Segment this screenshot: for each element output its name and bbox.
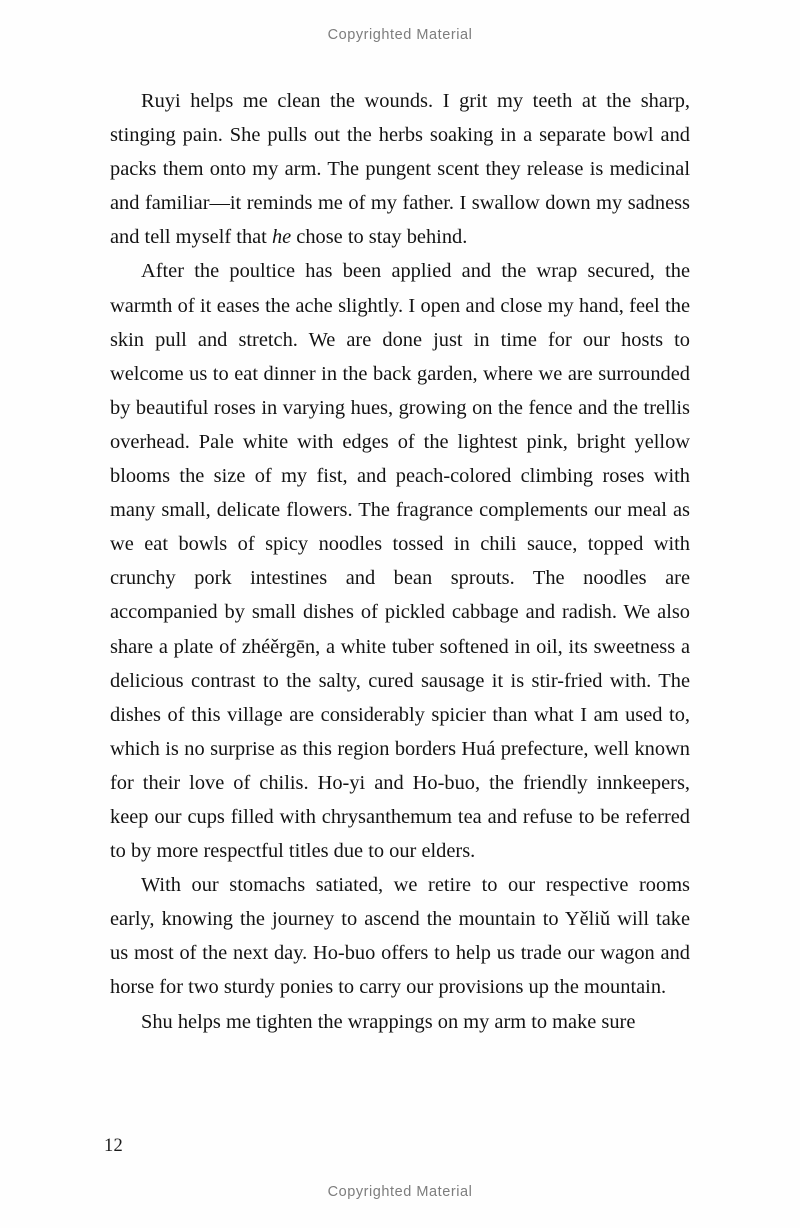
- paragraph-1: [110, 84, 690, 254]
- paragraph-1-text-after-emphasis: chose to stay behind.: [291, 226, 468, 249]
- page-number: 12: [104, 1136, 124, 1156]
- paragraph-1-text-before-emphasis: Ruyi helps me clean the wounds. I grit my teeth at the sharp, stinging pain. She pulls out the herbs soaking in a separate bowl and packs them onto my arm. The pungent scent they release is medicinal and familiar—it reminds me of my father. I swallow down my sadness and tell myself that: [110, 90, 690, 249]
- paragraph-4: Shu helps me tighten the wrappings on my arm to make sure: [141, 1010, 636, 1033]
- paragraph-2: After the poultice has been applied and the wrap secured, the warmth of it eases the ache slightly. I open and close my hand, feel the skin pull and stretch. We are done just in time for our hosts to welcome us to eat dinner in the back garden, where we are surrounded by beautiful roses in varying hues, growing on the fence and the trellis overhead. Pale white with edges of the lightest pink, bright yellow blooms the size of my fist, and peach-colored climbing roses with many small, delicate flowers. The fragrance complements our meal as we eat bowls of spicy noodles tossed in chili sauce, topped with crunchy pork intestines and bean sprouts. The noodles are accompanied by small dishes of pickled cabbage and radish. We also share a plate of zhéěrgēn, a white tuber softened in oil, its sweetness a delicious contrast to the salty, cured sausage it is stir-fried with. The dishes of this village are considerably spicier than what I am used to, which is no surprise as this region borders Huá prefecture, well known for their love of chilis. Ho-yi and Ho-buo, the friendly innkeepers, keep our cups filled with chrysanthemum tea and refuse to be referred to by more respectful titles due to our elders.: [110, 260, 690, 863]
- copyright-watermark-top: Copyrighted Material: [327, 27, 473, 43]
- body-text-block: [110, 84, 690, 1039]
- paragraph-3: With our stomachs satiated, we retire to our respective rooms early, knowing the journey to ascend the mountain to Yěliǔ will take us most of the next day. Ho-buo offers to help us trade our wagon and horse for two sturdy ponies to carry our provisions up the mountain.: [110, 874, 690, 999]
- emphasis-he: he: [271, 226, 292, 249]
- copyright-watermark-bottom: Copyrighted Material: [327, 1184, 473, 1200]
